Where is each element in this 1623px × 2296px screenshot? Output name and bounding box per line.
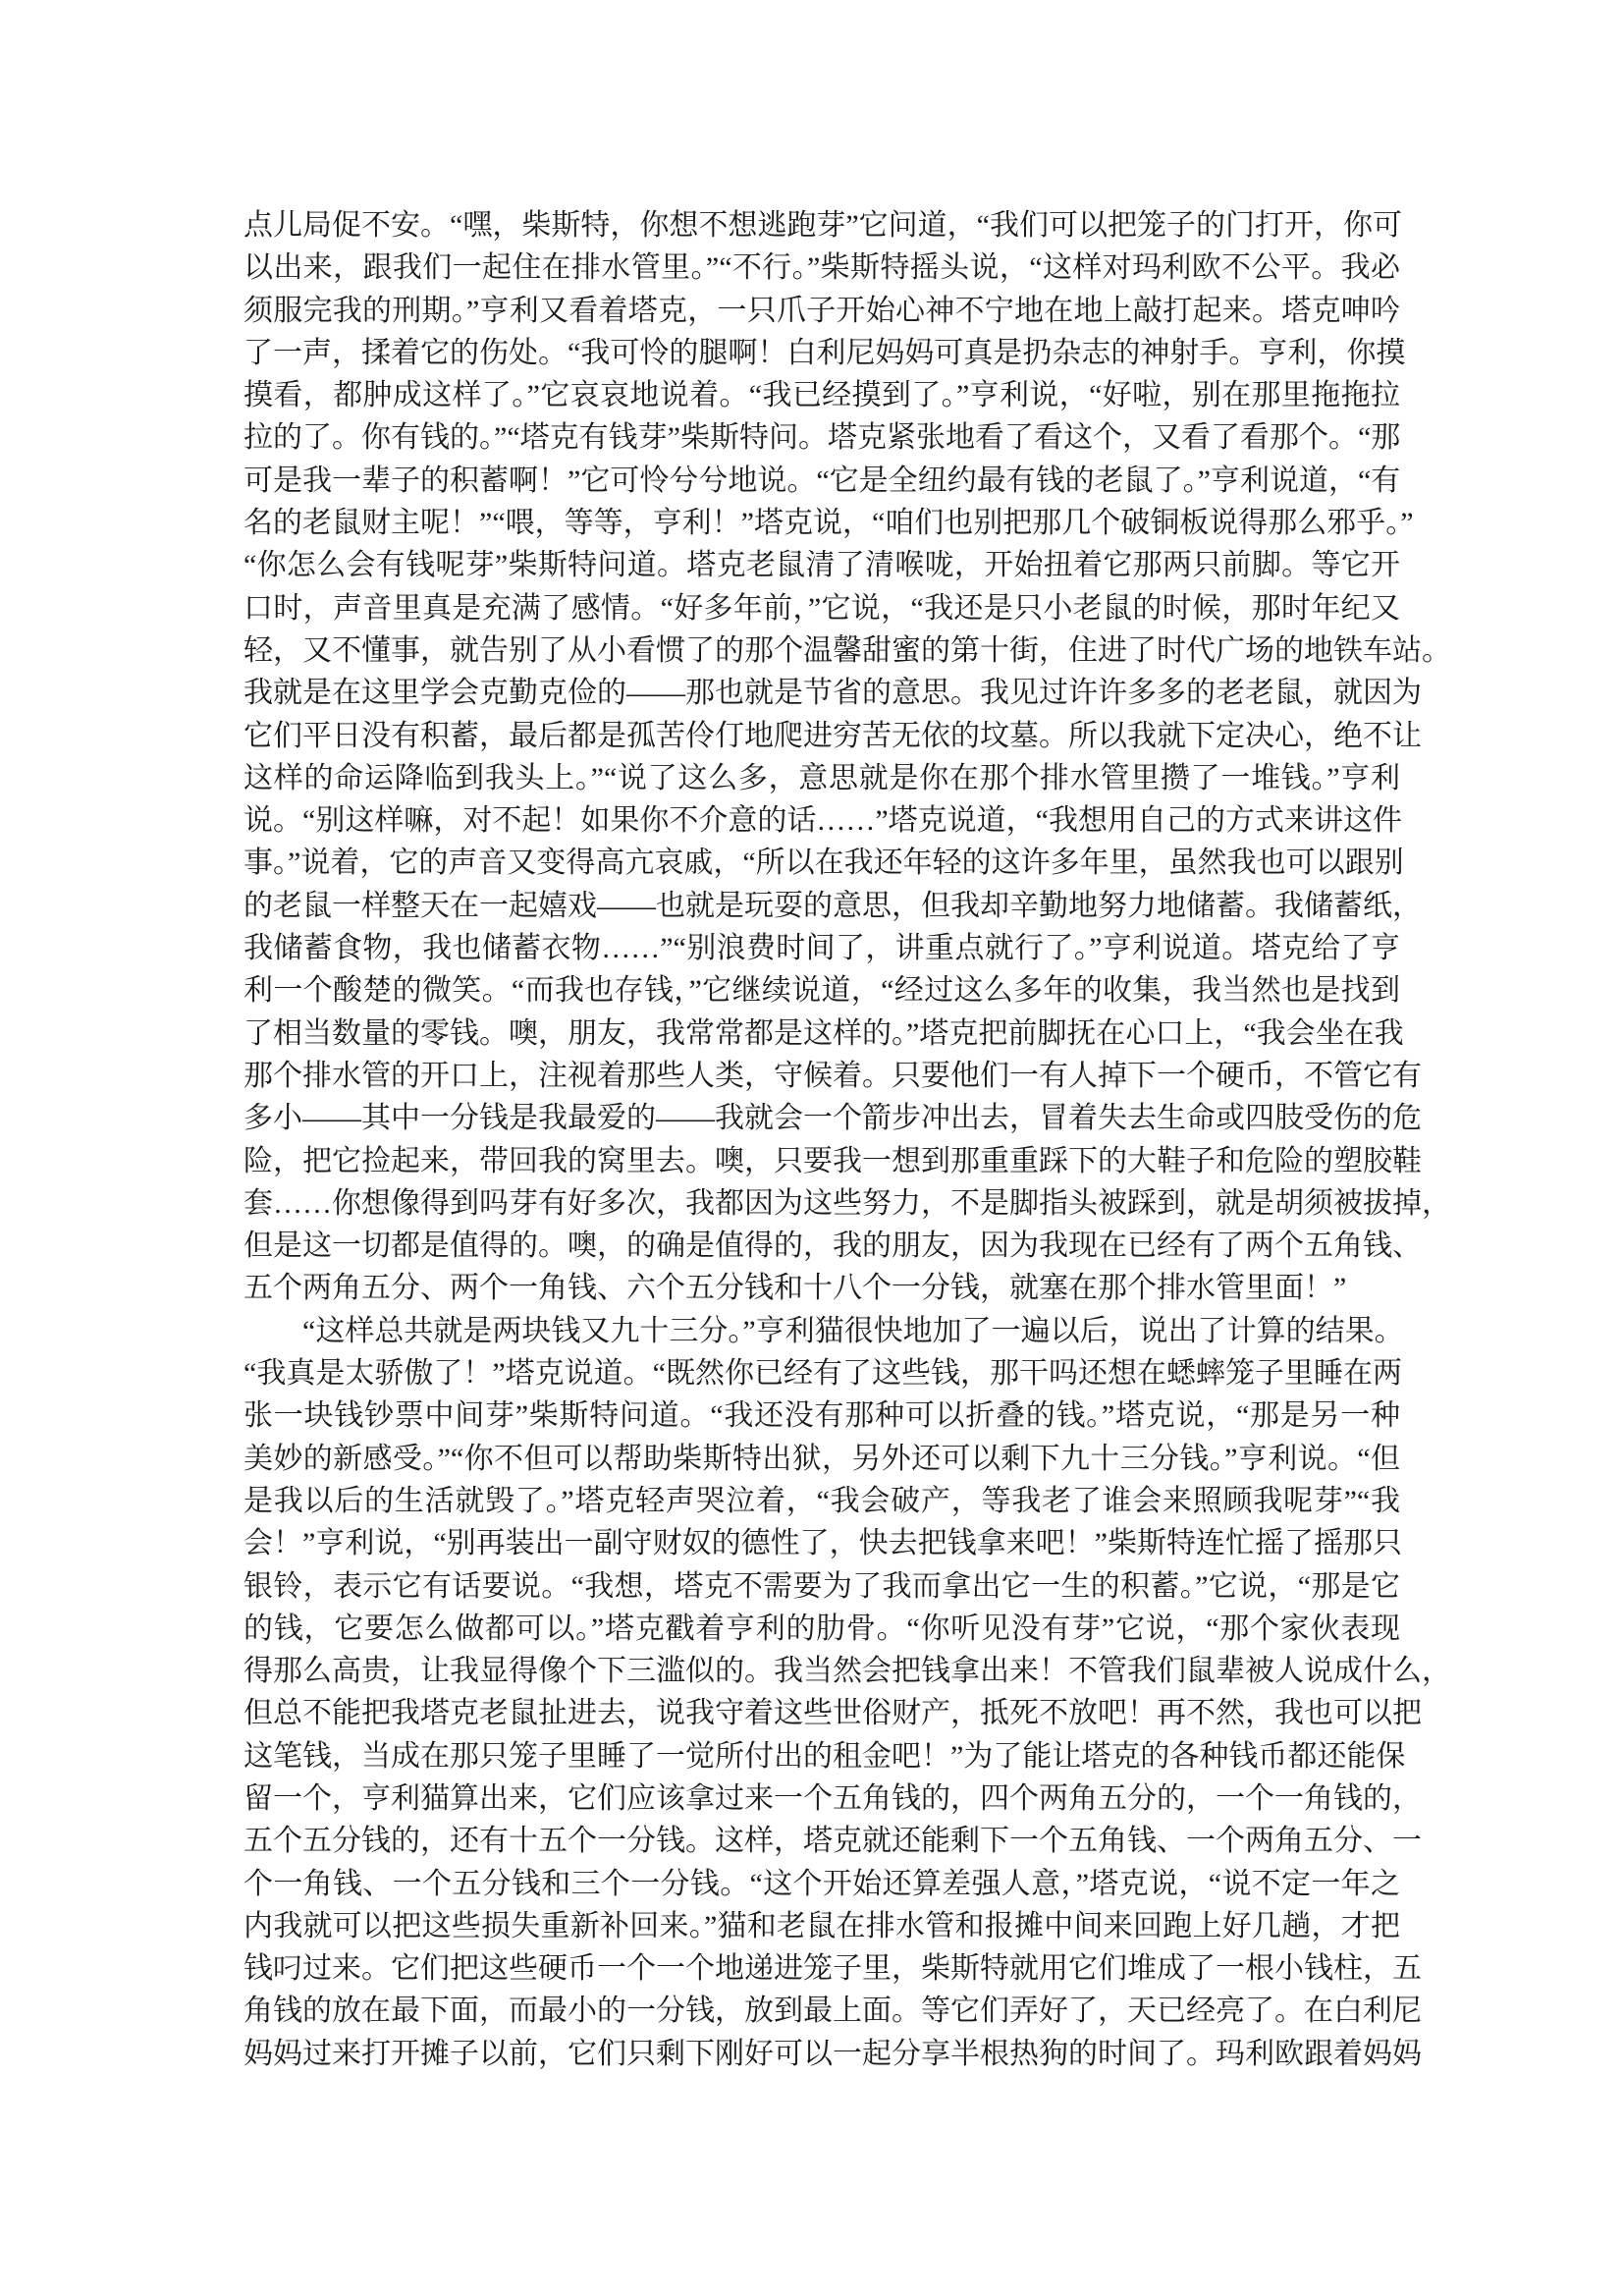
text-line: 摸看，都肿成这样了。”它哀哀地说着。“我已经摸到了。”亨利说，“好啦，别在那里拖拖拉 <box>243 379 1400 412</box>
text-line: 名的老鼠财主呢！”“喂，等等，亨利！”塔克说，“咱们也别把那几个破铜板说得那么邪乎。” <box>243 507 1414 540</box>
text-line: “我真是太骄傲了！”塔克说道。“既然你已经有了这些钱，那干吗还想在蟋蟀笼子里睡在两 <box>243 1357 1402 1391</box>
text-line: 但总不能把我塔克老鼠扯进去，说我守着这些世俗财产，抵死不放吧！再不然，我也可以把 <box>243 1697 1422 1730</box>
text-line: 了相当数量的零钱。噢，朋友，我常常都是这样的。”塔克把前脚抚在心口上，“我会坐在我 <box>243 1016 1404 1050</box>
text-line: 张一块钱钞票中间芽”柴斯特问道。“我还没有那种可以折叠的钱。”塔克说，“那是另一种 <box>243 1399 1400 1433</box>
text-line-paragraph-end: 五个两角五分、两个一角钱、六个五分钱和十八个一分钱，就塞在那个排水管里面！” <box>243 1272 1347 1305</box>
body-text <box>243 204 1451 2075</box>
text-line: 但是这一切都是值得的。噢，的确是值得的，我的朋友，因为我现在已经有了两个五角钱、 <box>243 1230 1422 1263</box>
text-line: 会！”亨利说，“别再装出一副守财奴的德性了，快去把钱拿来吧！”柴斯特连忙摇了摇那只 <box>243 1527 1402 1560</box>
text-line: 须服完我的刑期。”亨利又看着塔克，一只爪子开始心神不宁地在地上敲打起来。塔克呻吟 <box>243 294 1400 327</box>
text-line: 得那么高贵，让我显得像个下三滥似的。我当然会把钱拿出来！不管我们鼠辈被人说成什么， <box>243 1655 1451 1688</box>
text-line: 的老鼠一样整天在一起嬉戏——也就是玩耍的意思，但我却辛勤地努力地储蓄。我储蓄纸， <box>243 889 1422 922</box>
text-line: 那个排水管的开口上，注视着那些人类，守候着。只要他们一有人掉下一个硬币，不管它有 <box>243 1059 1422 1092</box>
text-line: 钱叼过来。它们把这些硬币一个一个地递进笼子里，柴斯特就用它们堆成了一根小钱柱，五 <box>243 1952 1422 1986</box>
text-line: 以出来，跟我们一起住在排水管里。”“不行。”柴斯特摇头说，“这样对玛利欧不公平。我必 <box>243 251 1400 285</box>
text-line: 可是我一辈子的积蓄啊！”它可怜兮兮地说。“它是全纽约最有钱的老鼠了。”亨利说道，“有 <box>243 464 1401 497</box>
text-line: 是我以后的生活就毁了。”塔克轻声哭泣着，“我会破产，等我老了谁会来照顾我呢芽”“我 <box>243 1484 1400 1517</box>
text-line: 了一声，揉着它的伤处。“我可怜的腿啊！白利尼妈妈可真是扔杂志的神射手。亨利，你摸 <box>243 336 1406 369</box>
text-line: 银铃，表示它有话要说。“我想，塔克不需要为了我而拿出它一生的积蓄。”它说，“那是它 <box>243 1569 1400 1603</box>
text-line: 它们平日没有积蓄，最后都是孤苦伶仃地爬进穷苦无依的坟墓。所以我就下定决心，绝不让 <box>243 719 1422 752</box>
text-line: 险，把它捡起来，带回我的窝里去。噢，只要我一想到那重重踩下的大鞋子和危险的塑胶鞋 <box>243 1144 1422 1177</box>
text-line: 留一个，亨利猫算出来，它们应该拿过来一个五角钱的，四个两角五分的，一个一角钱的， <box>243 1781 1422 1815</box>
text-line: 口时，声音里真是充满了感情。“好多年前，”它说，“我还是只小老鼠的时候，那时年纪又 <box>243 591 1400 625</box>
text-line: 轻，又不懂事，就告别了从小看惯了的那个温馨甜蜜的第十街，住进了时代广场的地铁车站。 <box>243 633 1451 667</box>
text-line: 内我就可以把这些损失重新补回来。”猫和老鼠在排水管和报摊中间来回跑上好几趟，才把 <box>243 1909 1400 1942</box>
text-line: “你怎么会有钱呢芽”柴斯特问道。塔克老鼠清了清喉咙，开始扭着它那两只前脚。等它开 <box>243 549 1400 582</box>
text-line: 说。“别这样嘛，对不起！如果你不介意的话……”塔克说道，“我想用自己的方式来讲这件 <box>243 804 1402 838</box>
text-line: 我储蓄食物，我也储蓄衣物……”“别浪费时间了，讲重点就行了。”亨利说道。塔克给了亨 <box>243 932 1400 965</box>
text-line: 美妙的新感受。”“你不但可以帮助柴斯特出狱，另外还可以剩下九十三分钱。”亨利说。“但 <box>243 1442 1400 1475</box>
text-line: 这样的命运降临到我头上。”“说了这么多，意思就是你在那个排水管里攒了一堆钱。”亨利 <box>243 761 1400 794</box>
text-line: 妈妈过来打开摊子以前，它们只剩下刚好可以一起分享半根热狗的时间了。玛利欧跟着妈妈 <box>243 2037 1422 2070</box>
text-line: 的钱，它要怎么做都可以。”塔克戳着亨利的肋骨。“你听见没有芽”它说，“那个家伙表现 <box>243 1612 1400 1645</box>
text-line-paragraph-start: “这样总共就是两块钱又九十三分。”亨利猫很快地加了一遍以后，说出了计算的结果。 <box>302 1314 1404 1347</box>
text-line: 利一个酸楚的微笑。“而我也存钱，”它继续说道，“经过这么多年的收集，我当然也是找到 <box>243 974 1400 1008</box>
text-line: 个一角钱、一个五分钱和三个一分钱。“这个开始还算差强人意，”塔克说，“说不定一年之 <box>243 1867 1400 1900</box>
text-line: 五个五分钱的，还有十五个一分钱。这样，塔克就还能剩下一个五角钱、一个两角五分、一 <box>243 1825 1422 1858</box>
text-line: 这笔钱，当成在那只笼子里睡了一觉所付出的租金吧！”为了能让塔克的各种钱币都还能保 <box>243 1739 1406 1773</box>
text-line: 我就是在这里学会克勤克俭的——那也就是节省的意思。我见过许许多多的老老鼠，就因为 <box>243 677 1422 710</box>
text-line: 点儿局促不安。“嘿，柴斯特，你想不想逃跑芽”它问道，“我们可以把笼子的门打开，你可 <box>243 209 1402 242</box>
text-line: 套……你想像得到吗芽有好多次，我都因为这些努力，不是脚指头被踩到，就是胡须被拔掉， <box>243 1186 1451 1220</box>
text-line: 拉的了。你有钱的。”“塔克有钱芽”柴斯特问。塔克紧张地看了看这个，又看了看那个。“那 <box>243 421 1401 455</box>
text-line: 角钱的放在最下面，而最小的一分钱，放到最上面。等它们弄好了，天已经亮了。在白利尼 <box>243 1995 1422 2028</box>
text-line: 事。”说着，它的声音又变得高亢哀戚，“所以在我还年轻的这许多年里，虽然我也可以跟别 <box>243 847 1404 880</box>
text-line: 多小——其中一分钱是我最爱的——我就会一个箭步冲出去，冒着失去生命或四肢受伤的危 <box>243 1102 1422 1135</box>
